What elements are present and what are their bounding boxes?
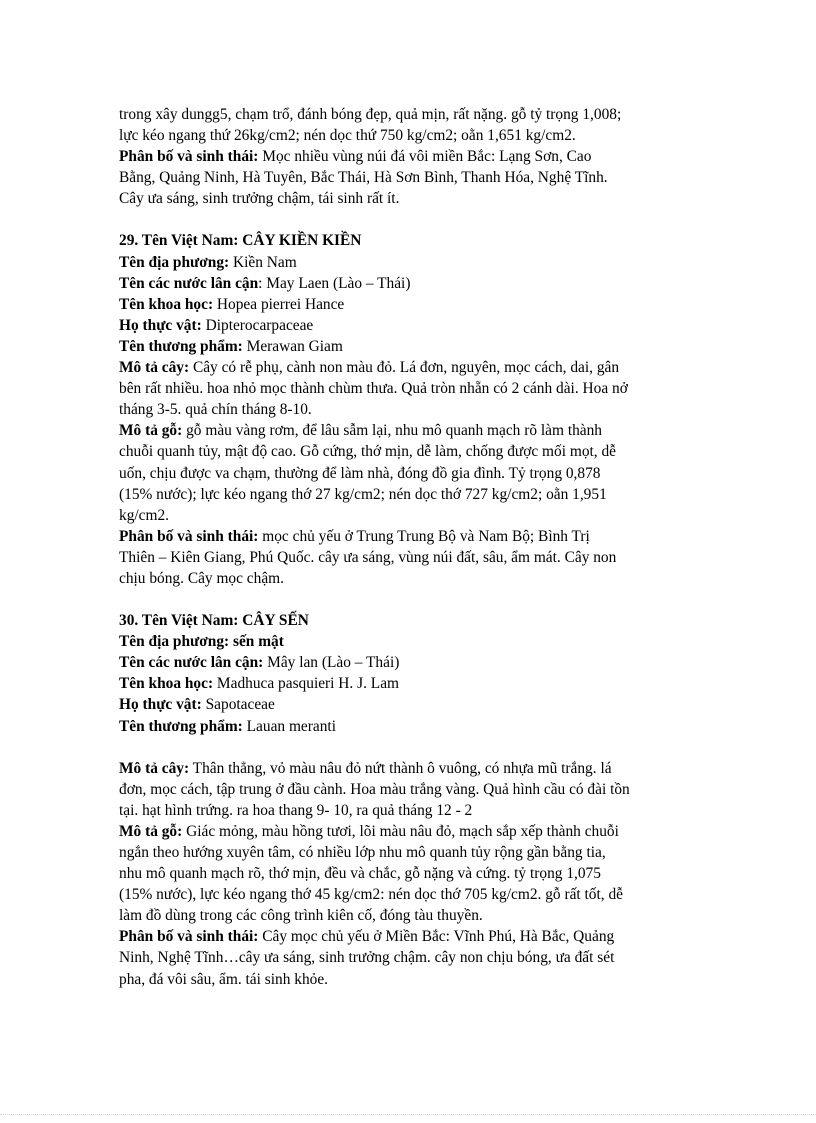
s29-tree-description [119,357,719,378]
tree-description-text: Thân thẳng, vỏ màu nâu đỏ nứt thành ô vuông, có nhựa mũ trắng. lá [189,759,612,777]
trade-name-label: Tên thương phẩm: [119,337,243,355]
neighbor-names-label: Tên các nước lân cận [119,274,259,292]
tree-description-label: Mô tả cây: [119,359,190,377]
wood-description-text: Giác mỏng, màu hồng tươi, lõi màu nâu đỏ, mạch sắp xếp thành chuỗi [182,822,619,840]
s30-tree-line-3: tại. hạt hình trứng. ra hoa thang 9- 10, ra quả tháng 12 - 2 [119,801,473,819]
s30-wood-line-3: nhu mô quanh mạch rõ, thớ mịn, đều và chắc, gỗ nặng và cứng. tỷ trọng 1,075 [119,865,601,883]
s30-dist-line-2: Ninh, Nghệ Tĩnh…cây ưa sáng, sinh trưởng chậm. cây non chịu bóng, ưa đất sét [119,949,615,967]
scientific-name-value: Hopea pierrei Hance [213,295,345,313]
s29-scientific-name [119,294,719,315]
page-bottom-border [0,1114,816,1116]
s29-wood-line-5: kg/cm2. [119,506,170,524]
local-name-label: Tên địa phương: [119,253,230,271]
distribution-label: Phân bố và sinh thái: [119,928,259,946]
neighbor-names-value: : May Laen (Lào – Thái) [258,274,411,292]
wood-description-label: Mô tả gỗ: [119,822,183,840]
scientific-name-label: Tên khoa học: [119,675,214,693]
s30-local-name: Tên địa phương: sến mật [119,633,284,651]
s30-family [119,694,719,715]
s30-neighbor-names [119,652,719,673]
intro-distribution [119,146,719,167]
scientific-name-value: Madhuca pasquieri H. J. Lam [213,675,399,693]
s29-wood-line-2: chuỗi quanh tủy, mật độ cao. Gỗ cứng, thớ mịn, dễ làm, chống được mối mọt, dễ [119,443,617,461]
s30-dist-line-3: pha, đá vôi sâu, ẩm. tái sinh khỏe. [119,970,329,988]
trade-name-label: Tên thương phẩm: [119,717,243,735]
intro-dist-line-3: Cây ưa sáng, sinh trưởng chậm, tái sinh rất ít. [119,190,400,208]
s29-dist-line-2: Thiên – Kiên Giang, Phú Quốc. cây ưa sáng, vùng núi đất, sâu, ẩm mát. Cây non [119,548,617,566]
distribution-text: Mọc nhiều vùng núi đá vôi miền Bắc: Lạng Sơn, Cao [258,148,592,166]
s29-trade-name [119,336,719,357]
wood-description-label: Mô tả gỗ: [119,422,183,440]
s29-wood-description [119,420,719,441]
trade-name-value: Lauan meranti [242,717,336,735]
s30-wood-line-5: làm đồ dùng trong các công trình kiên cố, đóng tàu thuyền. [119,907,483,925]
wood-description-text: gỗ màu vàng rơm, để lâu sẫm lại, nhu mô quanh mạch rõ làm thành [182,422,603,440]
section-30-title: 30. Tên Việt Nam: CÂY SẾN [119,612,309,630]
intro-dist-line-2: Bằng, Quảng Ninh, Hà Tuyên, Bắc Thái, Hà Sơn Bình, Thanh Hóa, Nghệ Tĩnh. [119,169,608,187]
family-value: Sapotaceae [201,696,275,714]
s29-tree-line-2: bên rất nhiều. hoa nhỏ mọc thành chùm thưa. Quả tròn nhẵn có 2 cánh dài. Hoa nở [119,380,628,398]
section-29-title: 29. Tên Việt Nam: CÂY KIỀN KIỀN [119,232,362,250]
s29-dist-line-3: chịu bóng. Cây mọc chậm. [119,569,284,587]
s29-family [119,315,719,336]
distribution-text: mọc chủ yếu ở Trung Trung Bộ và Nam Bộ; Bình Trị [258,527,590,545]
s30-distribution [119,926,719,947]
neighbor-names-value: Mây lan (Lào – Thái) [263,654,400,672]
s29-distribution [119,526,719,547]
scientific-name-label: Tên khoa học: [119,295,214,313]
family-label: Họ thực vật: [119,316,202,334]
distribution-text: Cây mọc chủ yếu ở Miền Bắc: Vĩnh Phú, Hà Bắc, Quảng [258,928,615,946]
s30-tree-line-2: đơn, mọc cách, tập trung ở đầu cành. Hoa màu trắng vàng. Quả hình cầu có đài tồn [119,780,630,798]
s29-local-name [119,252,719,273]
local-name-value: Kiền Nam [229,253,297,271]
s30-trade-name [119,716,719,737]
tree-description-text: Cây có rễ phụ, cành non màu đỏ. Lá đơn, nguyên, mọc cách, dai, gân [189,359,620,377]
intro-desc-line-1: trong xây dungg5, chạm trổ, đánh bóng đẹp, quả mịn, rất nặng. gỗ tỷ trọng 1,008; [119,106,622,123]
s29-wood-line-4: (15% nước); lực kéo ngang thớ 27 kg/cm2; nén dọc thớ 727 kg/cm2; oằn 1,951 [119,485,607,503]
s30-wood-line-4: (15% nước), lực kéo ngang thớ 45 kg/cm2: nén dọc thớ 705 kg/cm2. gỗ rất tốt, dễ [119,886,623,904]
distribution-label: Phân bố và sinh thái: [119,148,259,166]
document-page [119,104,719,990]
neighbor-names-label: Tên các nước lân cận: [119,654,264,672]
distribution-label: Phân bố và sinh thái: [119,527,259,545]
s29-tree-line-3: tháng 3-5. quả chín tháng 8-10. [119,401,312,419]
tree-description-label: Mô tả cây: [119,759,190,777]
intro-desc-line-2: lực kéo ngang thứ 26kg/cm2; nén dọc thứ 750 kg/cm2; oằn 1,651 kg/cm2. [119,127,576,145]
s30-wood-line-2: ngắn theo hướng xuyên tâm, có nhiều lớp nhu mô quanh tủy rộng gần bằng tia, [119,844,606,861]
s30-wood-description [119,821,719,842]
s30-tree-description [119,758,719,779]
s29-neighbor-names [119,273,719,294]
family-label: Họ thực vật: [119,696,202,714]
s30-scientific-name [119,673,719,694]
family-value: Dipterocarpaceae [201,316,314,334]
s29-wood-line-3: uốn, chịu được va chạm, thường để làm nhà, đóng đồ gia đình. Tỷ trọng 0,878 [119,464,601,482]
trade-name-value: Merawan Giam [242,337,343,355]
